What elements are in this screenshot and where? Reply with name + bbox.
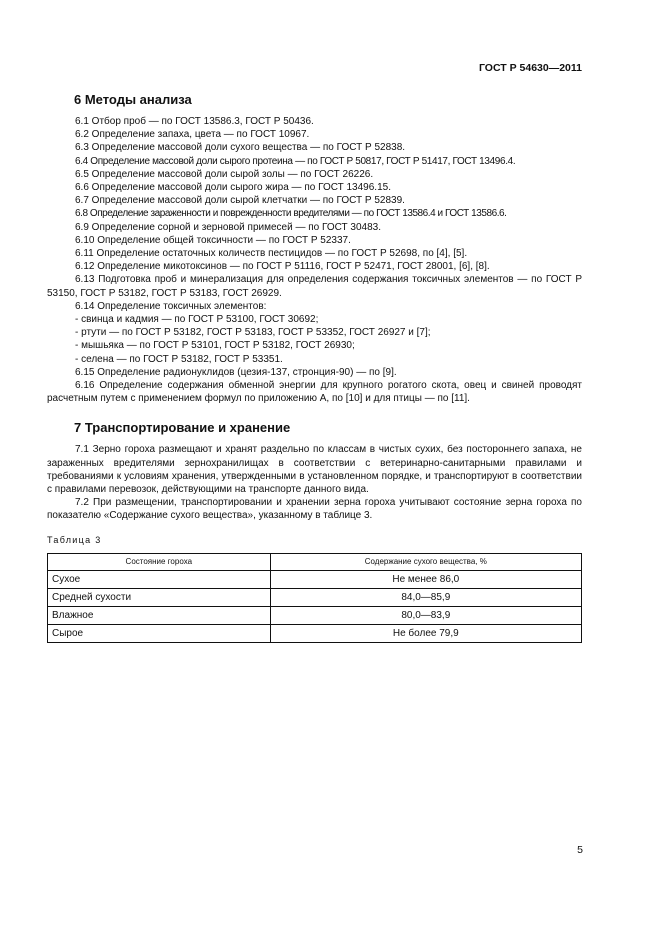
item-6-11: 6.11 Определение остаточных количеств пестицидов — по ГОСТ Р 52698, по [4], [5]. (75, 248, 468, 260)
cell-state: Влажное (48, 606, 271, 624)
item-6-14: 6.14 Определение токсичных элементов: (75, 300, 267, 312)
item-6-15: 6.15 Определение радионуклидов (цезия-137, стронция-90) — по [9]. (75, 366, 397, 378)
item-6-1: 6.1 Отбор проб — по ГОСТ 13586.3, ГОСТ Р 50436. (75, 116, 314, 127)
item-6-3: 6.3 Определение массовой доли сухого вещества — по ГОСТ Р 52838. (75, 142, 406, 154)
paragraph-7-1: 7.1 Зерно гороха размещают и хранят раздельно по классам в чистых сухих, без постороннего запаха, не зараженных вредителями зернохранилищах в соответствии с ветеринарно-санитарными правилами и требованиями к условиям хранения, утвержденными в установленном порядке, и транспортируют в соответствии с правилами перевозок, действующими на транспорте данного вида. (47, 444, 582, 496)
document-code: ГОСТ Р 54630—2011 (478, 62, 582, 74)
item-6-10: 6.10 Определение общей токсичности — по ГОСТ Р 52337. (75, 234, 351, 246)
item-6-12: 6.12 Определение микотоксинов — по ГОСТ Р 51116, ГОСТ Р 52471, ГОСТ 28001, [6], [8]. (75, 261, 490, 273)
table-3 (47, 553, 582, 643)
cell-value: 80,0—83,9 (270, 606, 581, 624)
sub-item-selenium: - селена — по ГОСТ Р 53182, ГОСТ Р 53351. (75, 353, 283, 365)
item-6-9: 6.9 Определение сорной и зерновой примесей — по ГОСТ 30483. (75, 221, 381, 233)
header-state: Состояние гороха (48, 553, 271, 570)
item-6-8: 6.8 Определение зараженности и поврежденности вредителями — по ГОСТ 13586.4 и ГОСТ 13586.6. (75, 208, 507, 220)
item-6-2: 6.2 Определение запаха, цвета — по ГОСТ 10967. (75, 129, 310, 141)
cell-value: 84,0—85,9 (270, 588, 581, 606)
cell-state: Средней сухости (48, 588, 271, 606)
cell-state: Сухое (48, 570, 271, 588)
table-row (48, 624, 582, 642)
table-header-row (48, 553, 582, 570)
table-row (48, 588, 582, 606)
item-6-16: 6.16 Определение содержания обменной энергии для крупного рогатого скота, овец и свиней проводят расчетным путем с применением формул по приложению А, по [10] и для птицы — по [11]. (47, 380, 582, 405)
paragraph-7-2: 7.2 При размещении, транспортировании и хранении зерна гороха учитывают состояние зерна гороха по показателю «Содержание сухого вещества», указанному в таблице 3. (47, 497, 582, 522)
table-caption: Таблица 3 (47, 534, 102, 545)
sub-item-mercury: - ртути — по ГОСТ Р 53182, ГОСТ Р 53183, ГОСТ Р 53352, ГОСТ 26927 и [7]; (75, 327, 431, 339)
page-content (47, 92, 582, 643)
sub-item-lead-cadmium: - свинца и кадмия — по ГОСТ Р 53100, ГОСТ 30692; (75, 314, 319, 326)
header-dry-matter: Содержание сухого вещества, % (270, 553, 581, 570)
cell-value: Не менее 86,0 (270, 570, 581, 588)
item-6-6: 6.6 Определение массовой доли сырого жира — по ГОСТ 13496.15. (75, 182, 391, 194)
table-row (48, 606, 582, 624)
item-6-5: 6.5 Определение массовой доли сырой золы — по ГОСТ 26226. (75, 168, 374, 180)
table-row (48, 570, 582, 588)
item-6-4: 6.4 Определение массовой доли сырого протеина — по ГОСТ Р 50817, ГОСТ Р 51417, ГОСТ 13496.4. (75, 155, 516, 167)
cell-state: Сырое (48, 624, 271, 642)
page-number: 5 (577, 844, 583, 856)
section-7-title: 7 Транспортирование и хранение (74, 420, 291, 436)
sub-item-arsenic: - мышьяка — по ГОСТ Р 53101, ГОСТ Р 53182, ГОСТ 26930; (75, 340, 355, 352)
cell-value: Не более 79,9 (270, 624, 581, 642)
item-6-13: 6.13 Подготовка проб и минерализация для определения содержания токсичных элементов — по ГОСТ Р 53150, ГОСТ Р 53182, ГОСТ Р 53183, ГОСТ 26929. (47, 274, 582, 299)
section-6-title: 6 Методы анализа (74, 92, 192, 107)
item-6-7: 6.7 Определение массовой доли сырой клетчатки — по ГОСТ Р 52839. (75, 195, 405, 207)
